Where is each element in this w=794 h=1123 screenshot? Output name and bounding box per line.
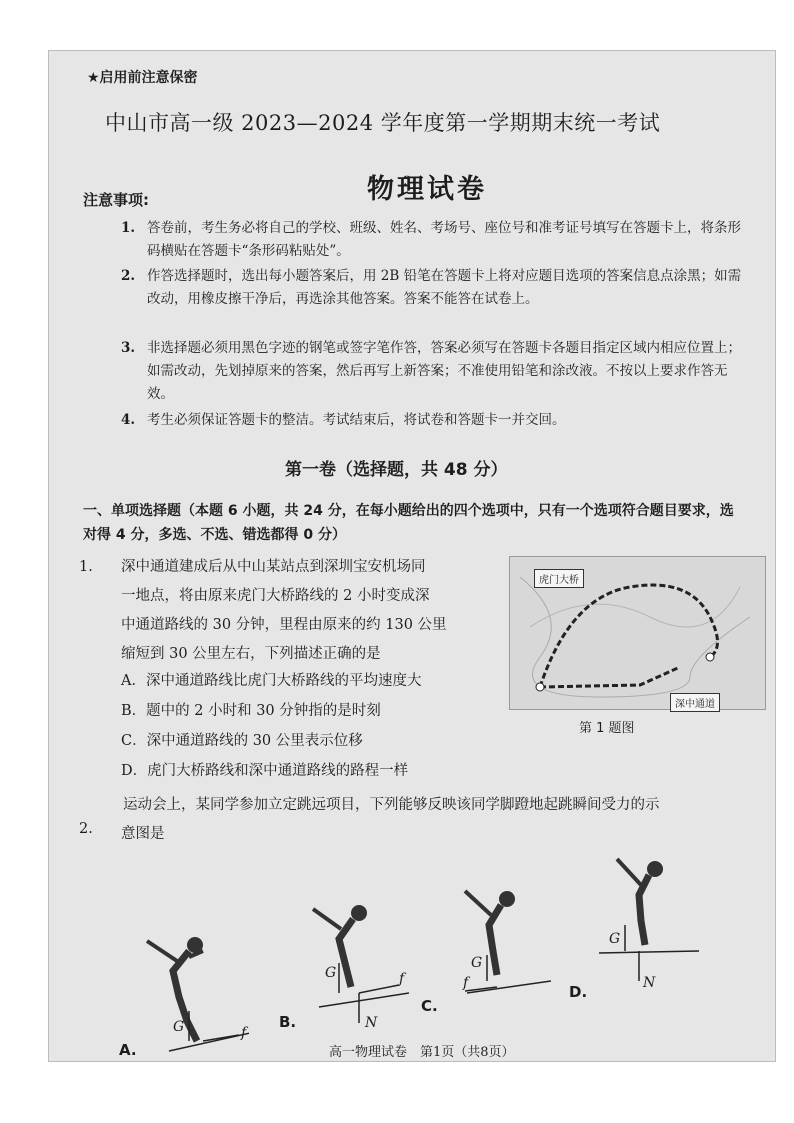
part-one-title: 第一卷（选择题，共 48 分）	[285, 460, 508, 480]
force-label-n: N	[643, 975, 656, 991]
force-diagram-b	[279, 883, 409, 1043]
option-a: A．深中通道路线比虎门大桥路线的平均速度大	[121, 673, 422, 689]
shenzhong-channel-label: 深中通道	[670, 693, 720, 712]
note-item	[123, 217, 743, 263]
jumper-figure	[119, 901, 249, 1061]
note-number: 3.	[121, 340, 136, 356]
force-diagram-c	[421, 871, 551, 1031]
force-label-g: G	[325, 965, 337, 981]
exam-title: 中山市高一级 2023—2024 学年度第一学期期末统一考试	[105, 111, 661, 135]
question-1-stem	[121, 553, 447, 669]
force-label-f: f	[241, 1025, 247, 1041]
note-text: 作答选择题时，选出每小题答案后，用 2B 铅笔在答题卡上将对应题目选项的答案信息点涂黑；如需改动，用橡皮擦干净后，再选涂其他答案。答案不能答在试卷上。	[147, 268, 742, 307]
option-label: D.	[569, 983, 588, 1001]
figure-caption: 第 1 题图	[579, 721, 635, 736]
option-label: A.	[119, 1041, 137, 1059]
jumper-figure	[279, 883, 409, 1043]
force-diagram-a	[119, 901, 249, 1061]
question-line: 意图是	[121, 826, 165, 842]
question-number: 1.	[79, 559, 93, 575]
note-number: 1.	[121, 220, 136, 236]
note-text: 答卷前，考生务必将自己的学校、班级、姓名、考场号、座位号和准考证号填写在答题卡上，将条形码横贴在答题卡“条形码粘贴处”。	[147, 220, 741, 259]
subject-title: 物理试卷	[367, 174, 487, 205]
note-number: 4.	[121, 412, 136, 428]
note-number: 2.	[121, 268, 136, 284]
force-label-f: f	[399, 971, 405, 987]
note-item	[123, 265, 743, 311]
question-number: 2.	[79, 821, 93, 837]
route-map	[509, 556, 766, 710]
note-text: 考生必须保证答题卡的整洁。考试结束后，将试卷和答题卡一并交回。	[147, 412, 566, 428]
jumper-figure	[569, 841, 699, 1001]
question-line: 深中通道建成后从中山某站点到深圳宝安机场同	[121, 559, 426, 575]
section-instructions: 一、单项选择题（本题 6 小题，共 24 分，在每小题给出的四个选项中，只有一个选项符合题目要求，选对得 4 分，多选、不选、错选都得 0 分）	[83, 503, 734, 543]
force-label-n: N	[365, 1015, 378, 1031]
note-item	[123, 409, 743, 432]
option-label: C.	[421, 997, 438, 1015]
note-item	[123, 337, 743, 406]
humen-bridge-label: 虎门大桥	[534, 569, 584, 588]
question-line: 中通道路线的 30 分钟，里程由原来的约 130 公里	[121, 617, 447, 633]
confidential-notice: ★启用前注意保密	[87, 70, 198, 86]
notes-heading: 注意事项:	[83, 191, 149, 209]
question-line: 运动会上，某同学参加立定跳远项目，下列能够反映该同学脚蹬地起跳瞬间受力的示	[123, 797, 660, 813]
exam-paper	[48, 50, 776, 1062]
force-label-g: G	[609, 931, 621, 947]
note-text: 非选择题必须用黑色字迹的钢笔或签字笔作答，答案必须写在答题卡各题目指定区域内相应位置上；如需改动，先划掉原来的答案，然后再写上新答案；不准使用铅笔和涂改液。不按以上要求作答无效。	[147, 340, 741, 402]
force-label-f: f	[463, 975, 469, 991]
option-b: B．题中的 2 小时和 30 分钟指的是时刻	[121, 703, 381, 719]
option-d: D．虎门大桥路线和深中通道路线的路程一样	[121, 763, 409, 779]
page-footer: 高一物理试卷 第1页（共8页）	[329, 1045, 515, 1060]
force-label-g: G	[173, 1019, 185, 1035]
option-c: C．深中通道路线的 30 公里表示位移	[121, 733, 363, 749]
option-label: B.	[279, 1013, 297, 1031]
force-label-g: G	[471, 955, 483, 971]
question-line: 一地点，将由原来虎门大桥路线的 2 小时变成深	[121, 588, 430, 604]
question-line: 缩短到 30 公里左右，下列描述正确的是	[121, 646, 381, 662]
force-diagram-d	[569, 841, 699, 1001]
jumper-figure	[421, 871, 551, 1031]
